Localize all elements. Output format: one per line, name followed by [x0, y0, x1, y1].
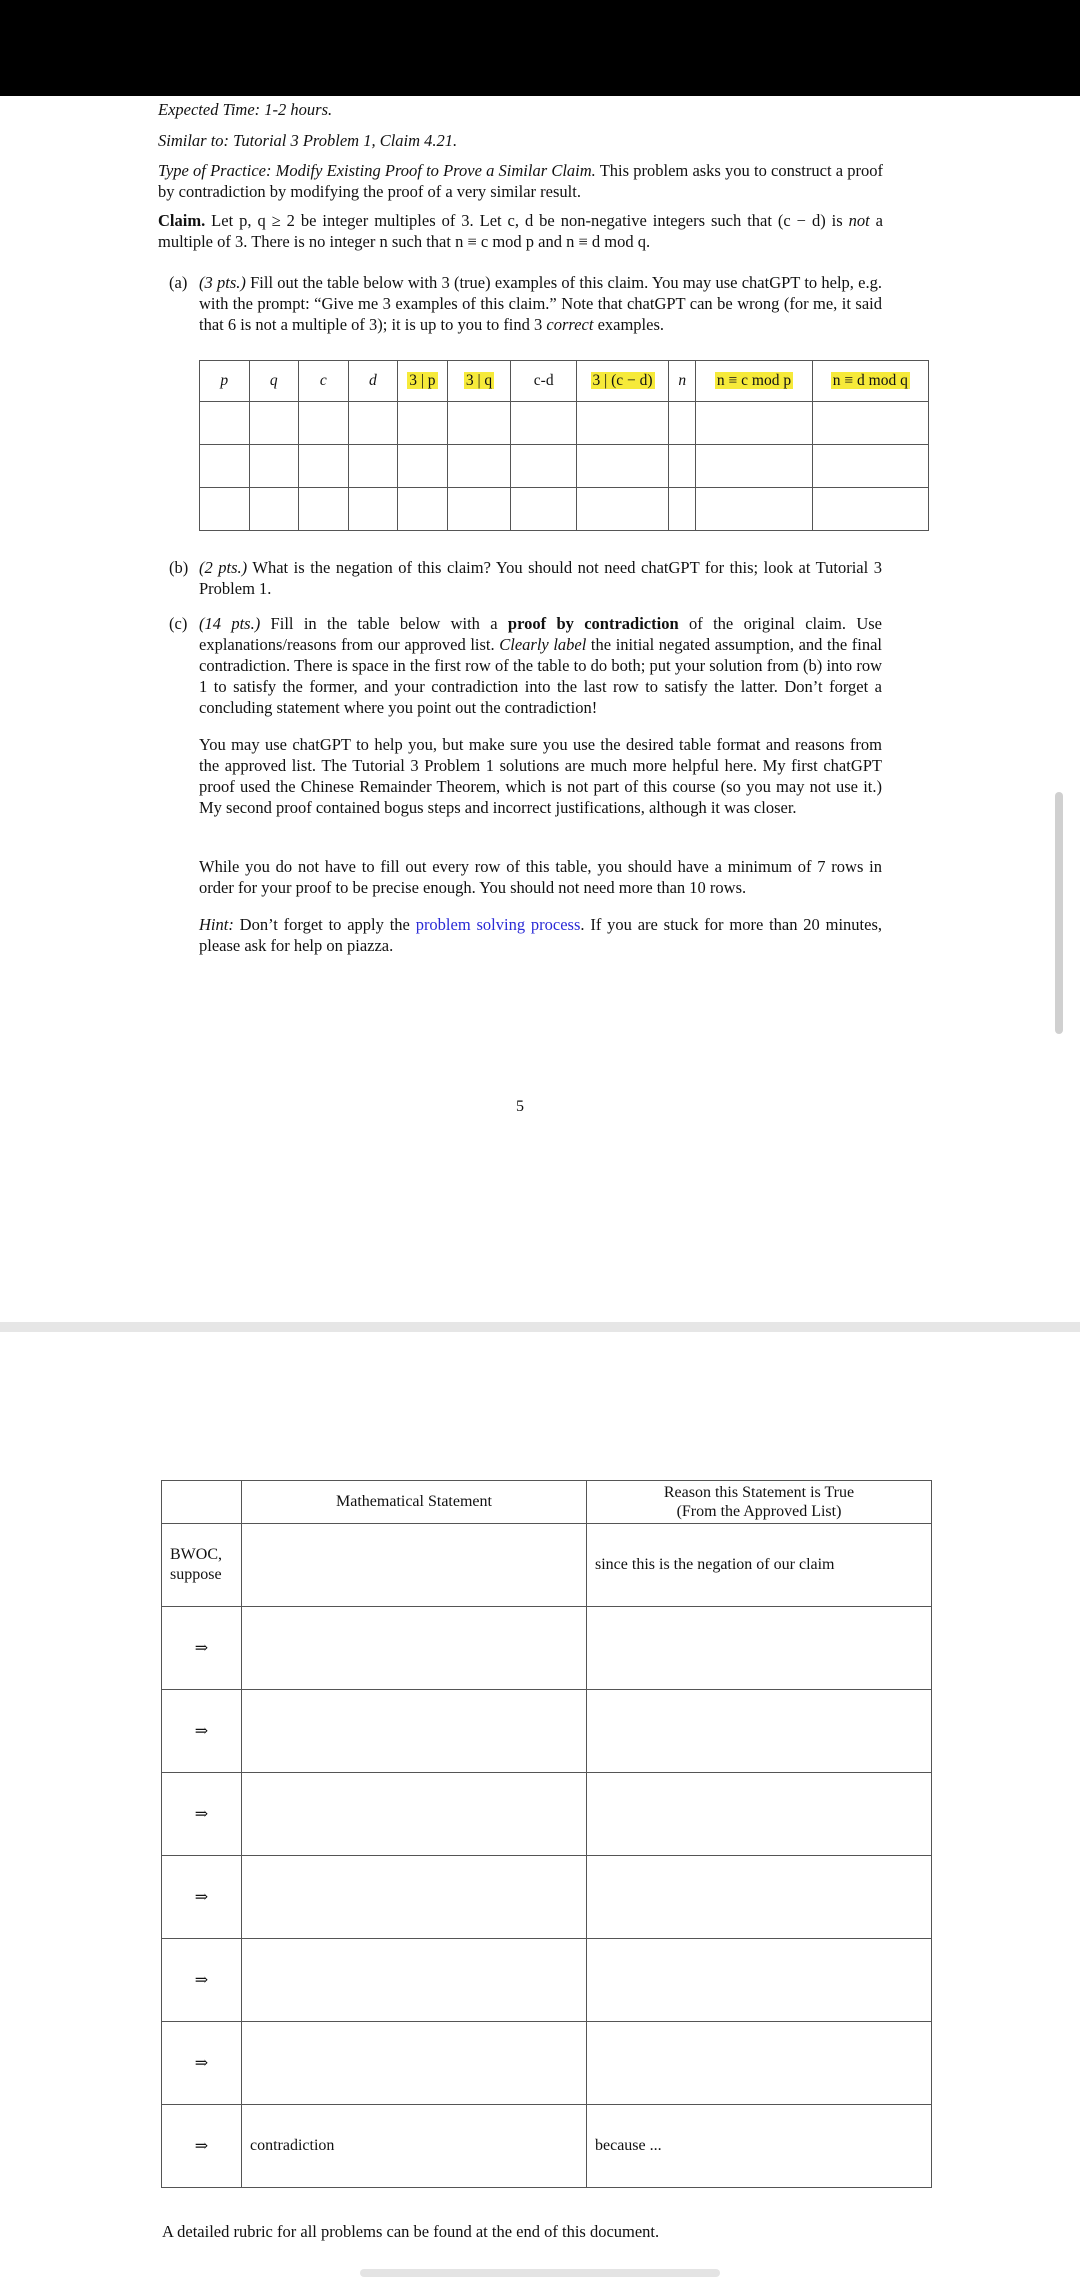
type-of-practice: Type of Practice: Modify Existing Proof to Prove a Similar Claim. This problem asks you to construct a proof by contradiction by modifying the proof of a very similar result.	[158, 161, 883, 201]
proof-row-contradiction	[162, 2105, 932, 2188]
reason-header: Reason this Statement is True (From the Approved List)	[587, 1481, 932, 1524]
part-c: (c) (14 pts.) Fill in the table below with a proof by contradiction of the original claim. Use explanations/reasons from our approved list. Clearly label the initial negated assumption, and the final contradiction. There is space in the first row of the table to do both; put your solution from (b) into row 1 to satisfy the former, and your contradiction into the last row to satisfy the latter. Don’t forget a concluding statement where you point out the contradiction!	[169, 614, 883, 717]
page-divider	[0, 1322, 1080, 1332]
col-3-divides-p: 3 | p	[398, 361, 448, 402]
proof-row	[162, 1939, 932, 2022]
implies-icon: ⇒	[162, 2022, 242, 2105]
part-c-row-requirement: While you do not have to fill out every row of this table, you should have a minimum of 7 rows in order for your proof to be precise enough. You should not need more than 10 rows.	[199, 857, 882, 897]
example-row	[200, 488, 929, 531]
proof-row	[162, 1773, 932, 1856]
col-p: p	[200, 361, 250, 402]
statement-cell	[242, 1524, 587, 1607]
implies-icon: ⇒	[162, 1939, 242, 2022]
statement-header: Mathematical Statement	[242, 1481, 587, 1524]
proof-table	[161, 1480, 932, 2188]
proof-row	[162, 2022, 932, 2105]
horizontal-scrollbar[interactable]	[360, 2269, 720, 2277]
col-3-divides-q: 3 | q	[447, 361, 511, 402]
vertical-scrollbar[interactable]	[1055, 792, 1063, 1034]
proof-row	[162, 1690, 932, 1773]
contradiction-reason: because ...	[587, 2105, 932, 2188]
claim: Claim. Let p, q ≥ 2 be integer multiples of 3. Let c, d be non-negative integers such that (c − d) is not a multiple of 3. There is no integer n such that n ≡ c mod p and n ≡ d mod q.	[158, 211, 884, 251]
col-c-minus-d: c-d	[511, 361, 577, 402]
proof-header-row	[162, 1481, 932, 1524]
col-n-mod-q: n ≡ d mod q	[812, 361, 928, 402]
proof-row	[162, 1856, 932, 1939]
bwoc-label: BWOC, suppose	[162, 1524, 242, 1607]
col-c: c	[299, 361, 349, 402]
implies-icon: ⇒	[162, 1856, 242, 1939]
problem-solving-process-link[interactable]: problem solving process	[415, 915, 581, 934]
similar-to: Similar to: Tutorial 3 Problem 1, Claim 4.21.	[158, 131, 458, 150]
part-b: (b) (2 pts.) What is the negation of this claim? You should not need chatGPT for this; look at Tutorial 3 Problem 1.	[169, 558, 883, 598]
col-3-divides-c-minus-d: 3 | (c − d)	[577, 361, 669, 402]
example-row	[200, 402, 929, 445]
hint: Hint: Don’t forget to apply the problem solving process. If you are stuck for more than 20 minutes, please ask for help on piazza.	[199, 915, 882, 955]
rubric-note: A detailed rubric for all problems can be found at the end of this document.	[162, 2222, 660, 2241]
col-n-mod-p: n ≡ c mod p	[696, 361, 812, 402]
proof-row	[162, 1607, 932, 1690]
part-c-chatgpt-note: You may use chatGPT to help you, but make sure you use the desired table format and reasons from the approved list. The Tutorial 3 Problem 1 solutions are much more helpful here. My first chatGPT proof used the Chinese Remainder Theorem, which is not part of this course (so you may not use it.) My second proof contained bogus steps and incorrect justifications, although it was closer.	[199, 735, 882, 817]
part-a: (a) (3 pts.) Fill out the table below with 3 (true) examples of this claim. You may use chatGPT to help, e.g. with the prompt: “Give me 3 examples of this claim.” Note that chatGPT can be wrong (for me, it said that 6 is not a multiple of 3); it is up to you to find 3 correct examples.	[169, 273, 883, 334]
expected-time: Expected Time: 1-2 hours.	[158, 100, 333, 119]
contradiction-statement: contradiction	[242, 2105, 587, 2188]
examples-header-row	[200, 361, 929, 402]
top-black-bar	[0, 0, 1080, 96]
proof-row-assumption	[162, 1524, 932, 1607]
implies-icon: ⇒	[162, 1773, 242, 1856]
example-row	[200, 445, 929, 488]
implies-icon: ⇒	[162, 1690, 242, 1773]
col-n: n	[669, 361, 696, 402]
implies-icon: ⇒	[162, 1607, 242, 1690]
col-d: d	[348, 361, 398, 402]
reason-cell: since this is the negation of our claim	[587, 1524, 932, 1607]
examples-table	[199, 360, 929, 531]
col-q: q	[249, 361, 299, 402]
page-number: 5	[516, 1098, 524, 1115]
implies-icon: ⇒	[162, 2105, 242, 2188]
